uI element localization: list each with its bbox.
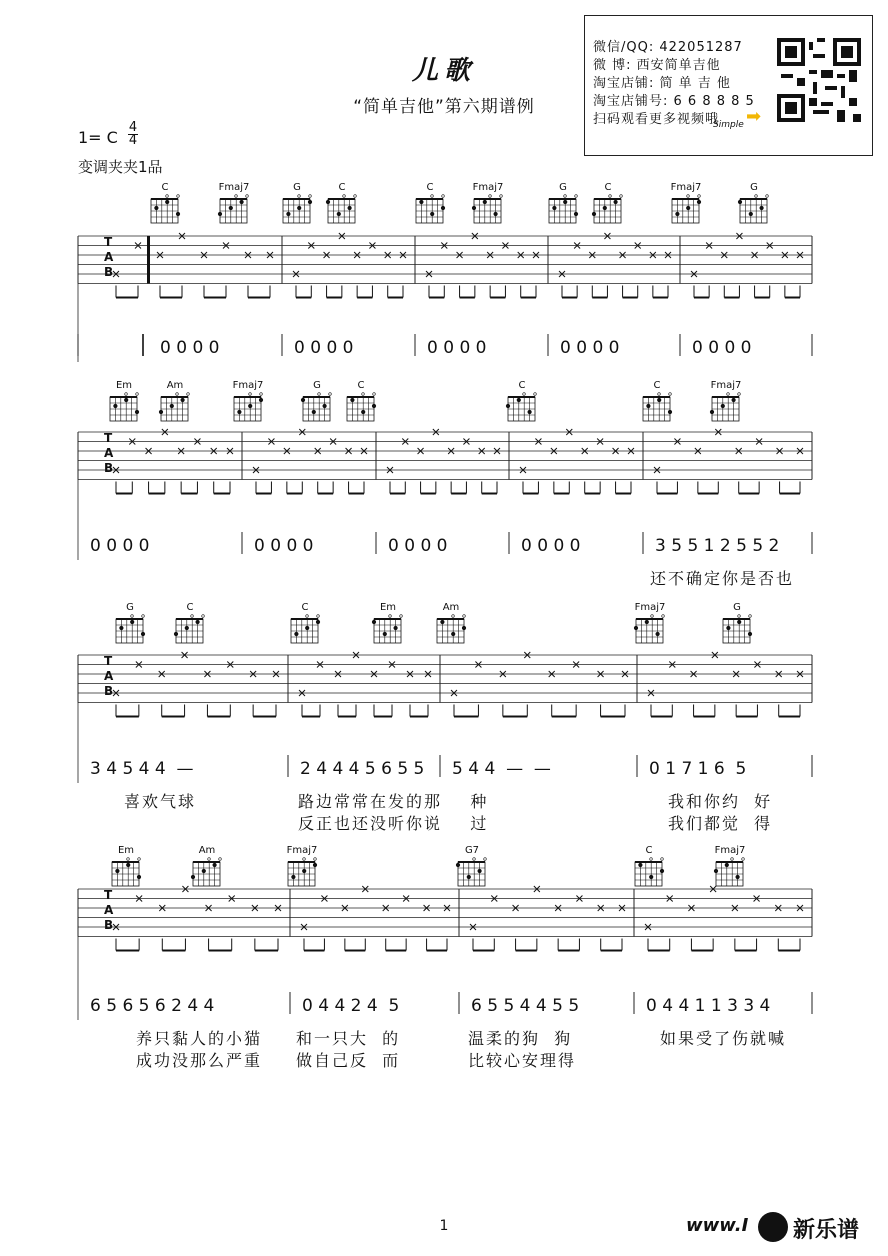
chord-name: Am: [198, 845, 216, 856]
tab-letter: T: [104, 431, 113, 445]
chord-diagram: [471, 182, 505, 231]
numbered-notation: 0 4 4 1 1 3 3 4: [646, 996, 771, 1016]
lyric-line-1: 和一只大 的: [296, 1029, 401, 1048]
lyric-line-2: 我们都觉 得: [668, 814, 773, 833]
numbered-notation: 6 5 6 5 6 2 4 4: [90, 996, 215, 1016]
lyric-line-1: 路边常常在发的那 种: [298, 792, 489, 811]
chord-name: G: [126, 602, 134, 613]
chord-diagram: [591, 182, 625, 231]
chord-diagram: [231, 380, 265, 429]
lyric-line-1: 还不确定你是否也: [650, 569, 795, 588]
chord-diagram: [288, 602, 322, 651]
chord-name: Am: [166, 380, 184, 391]
chord-grid-icon: [173, 613, 207, 647]
numbered-notation: 5 4 4 — —: [452, 759, 551, 779]
song-title: 儿歌: [411, 56, 476, 86]
lyric-line-1: 养只黏人的小猫: [136, 1029, 263, 1048]
chord-name: C: [426, 182, 434, 193]
chord-grid-icon: [632, 856, 666, 890]
tab-letter: A: [104, 903, 114, 917]
page-number: 1: [439, 1218, 449, 1234]
chord-grid-icon: [113, 613, 147, 647]
chord-name: Fmaj7: [710, 380, 742, 391]
info-weibo: 微 博: 西安简单吉他: [593, 58, 721, 73]
chord-name: C: [161, 182, 169, 193]
info-wechat: 微信/QQ: 422051287: [593, 40, 743, 55]
tab-letter: T: [104, 654, 113, 668]
chord-grid-icon: [231, 391, 265, 425]
chord-name: G7: [464, 845, 480, 856]
chord-name: Em: [379, 602, 397, 613]
chord-grid-icon: [109, 856, 143, 890]
lyric-line-2: 比较心安理得: [468, 1051, 577, 1070]
chord-grid-icon: [640, 391, 674, 425]
chord-name: G: [293, 182, 301, 193]
chord-name: Fmaj7: [218, 182, 250, 193]
numbered-notation: 0 0 0 0: [388, 536, 448, 556]
chord-diagram: [173, 602, 207, 651]
footer-url: www.I: [686, 1215, 749, 1236]
tab-letter: B: [104, 684, 114, 698]
chord-grid-icon: [148, 193, 182, 227]
chord-grid-icon: [190, 856, 224, 890]
record-icon: [758, 1212, 788, 1242]
chord-diagram: [632, 845, 666, 894]
chord-diagram: [737, 182, 771, 231]
chord-grid-icon: [107, 391, 141, 425]
time-sig-top: 4: [128, 120, 138, 135]
chord-diagram: [344, 380, 378, 429]
repeat-barline: [147, 236, 150, 284]
chord-grid-icon: [325, 193, 359, 227]
chord-name: C: [186, 602, 194, 613]
chord-grid-icon: [288, 613, 322, 647]
chord-name: G: [750, 182, 758, 193]
chord-grid-icon: [371, 613, 405, 647]
chord-grid-icon: [720, 613, 754, 647]
chord-name: Fmaj7: [714, 845, 746, 856]
chord-grid-icon: [413, 193, 447, 227]
chord-diagram: [640, 380, 674, 429]
chord-grid-icon: [455, 856, 489, 890]
chord-grid-icon: [158, 391, 192, 425]
chord-diagram: [413, 182, 447, 231]
chord-diagram: [113, 602, 147, 651]
chord-diagram: [709, 380, 743, 429]
chord-name: Fmaj7: [634, 602, 666, 613]
tab-letter: T: [104, 235, 113, 249]
footer-brand: 新乐谱: [793, 1218, 860, 1243]
chord-name: G: [313, 380, 321, 391]
chord-diagram: [217, 182, 251, 231]
lyric-line-1: 我和你约 好: [668, 792, 773, 811]
chord-name: G: [733, 602, 741, 613]
numbered-notation: 0 0 0 0: [254, 536, 314, 556]
tab-letter: A: [104, 250, 114, 264]
chord-grid-icon: [591, 193, 625, 227]
arrow-right-icon: ➡: [746, 106, 762, 127]
chord-name: C: [653, 380, 661, 391]
numbered-notation: 0 4 4 2 4 5: [302, 996, 400, 1016]
chord-diagram: [713, 845, 747, 894]
chord-name: Am: [442, 602, 460, 613]
chord-name: Fmaj7: [472, 182, 504, 193]
chord-name: C: [357, 380, 365, 391]
chord-grid-icon: [669, 193, 703, 227]
chord-diagram: [109, 845, 143, 894]
capo-note: 变调夹夹1品: [78, 158, 163, 176]
chord-name: Fmaj7: [670, 182, 702, 193]
chord-grid-icon: [709, 391, 743, 425]
chord-name: C: [645, 845, 653, 856]
chord-diagram: [371, 602, 405, 651]
lyric-line-1: 如果受了伤就喊: [660, 1029, 787, 1048]
chord-diagram: [190, 845, 224, 894]
numbered-notation: 0 0 0 0: [521, 536, 581, 556]
chord-diagram: [325, 182, 359, 231]
chord-diagram: [720, 602, 754, 651]
song-subtitle: “简单吉他”第六期谱例: [353, 97, 535, 117]
tab-letter: A: [104, 669, 114, 683]
chord-diagram: [633, 602, 667, 651]
info-taobao-id: 淘宝店铺号: 6 6 8 8 8 5: [593, 94, 755, 109]
lyric-line-2: 做自己反 而: [296, 1051, 401, 1070]
chord-grid-icon: [285, 856, 319, 890]
chord-grid-icon: [713, 856, 747, 890]
chord-grid-icon: [471, 193, 505, 227]
chord-grid-icon: [633, 613, 667, 647]
tab-letter: B: [104, 918, 114, 932]
brand-logo: Simple: [713, 120, 744, 130]
chord-diagram: [300, 380, 334, 429]
chord-name: G: [559, 182, 567, 193]
chord-grid-icon: [217, 193, 251, 227]
numbered-notation: 3 5 5 1 2 5 5 2: [655, 536, 780, 556]
chord-name: Fmaj7: [286, 845, 318, 856]
chord-grid-icon: [434, 613, 468, 647]
numbered-notation: 6 5 5 4 4 5 5: [471, 996, 580, 1016]
chord-diagram: [107, 380, 141, 429]
lyric-line-2: 成功没那么严重: [136, 1051, 263, 1070]
chord-grid-icon: [300, 391, 334, 425]
tab-letter: B: [104, 265, 114, 279]
info-taobao: 淘宝店铺: 简 单 吉 他: [593, 76, 731, 91]
chord-grid-icon: [344, 391, 378, 425]
chord-name: Em: [115, 380, 133, 391]
numbered-notation: 2 4 4 4 5 6 5 5: [300, 759, 425, 779]
info-scan: 扫码观看更多视频哦: [593, 112, 720, 127]
chord-name: C: [518, 380, 526, 391]
chord-diagram: [285, 845, 319, 894]
lyric-line-1: 喜欢气球: [124, 792, 197, 811]
numbered-notation: 0 1 7 1 6 5: [649, 759, 747, 779]
chord-grid-icon: [280, 193, 314, 227]
chord-grid-icon: [546, 193, 580, 227]
key-signature: 1= C: [78, 128, 118, 147]
numbered-notation: 0 0 0 0: [294, 338, 354, 358]
chord-diagram: [434, 602, 468, 651]
numbered-notation: 0 0 0 0: [692, 338, 752, 358]
numbered-notation: 0 0 0 0: [427, 338, 487, 358]
lyric-line-1: 温柔的狗 狗: [468, 1029, 573, 1048]
chord-grid-icon: [505, 391, 539, 425]
chord-name: Em: [117, 845, 135, 856]
chord-diagram: [546, 182, 580, 231]
chord-diagram: [505, 380, 539, 429]
chord-diagram: [148, 182, 182, 231]
numbered-notation: 0 0 0 0: [560, 338, 620, 358]
chord-diagram: [158, 380, 192, 429]
chord-name: C: [301, 602, 309, 613]
tab-letter: T: [104, 888, 113, 902]
chord-diagram: [669, 182, 703, 231]
numbered-notation: 0 0 0 0: [90, 536, 150, 556]
lyric-line-2: 反正也还没听你说 过: [298, 814, 489, 833]
numbered-notation: 3 4 5 4 4 —: [90, 759, 194, 779]
chord-diagram: [280, 182, 314, 231]
tab-letter: B: [104, 461, 114, 475]
chord-name: C: [338, 182, 346, 193]
chord-name: Fmaj7: [232, 380, 264, 391]
time-sig-bottom: 4: [128, 133, 138, 148]
tab-letter: A: [104, 446, 114, 460]
chord-grid-icon: [737, 193, 771, 227]
numbered-notation: 0 0 0 0: [160, 338, 220, 358]
chord-diagram: [455, 845, 489, 894]
chord-name: C: [604, 182, 612, 193]
